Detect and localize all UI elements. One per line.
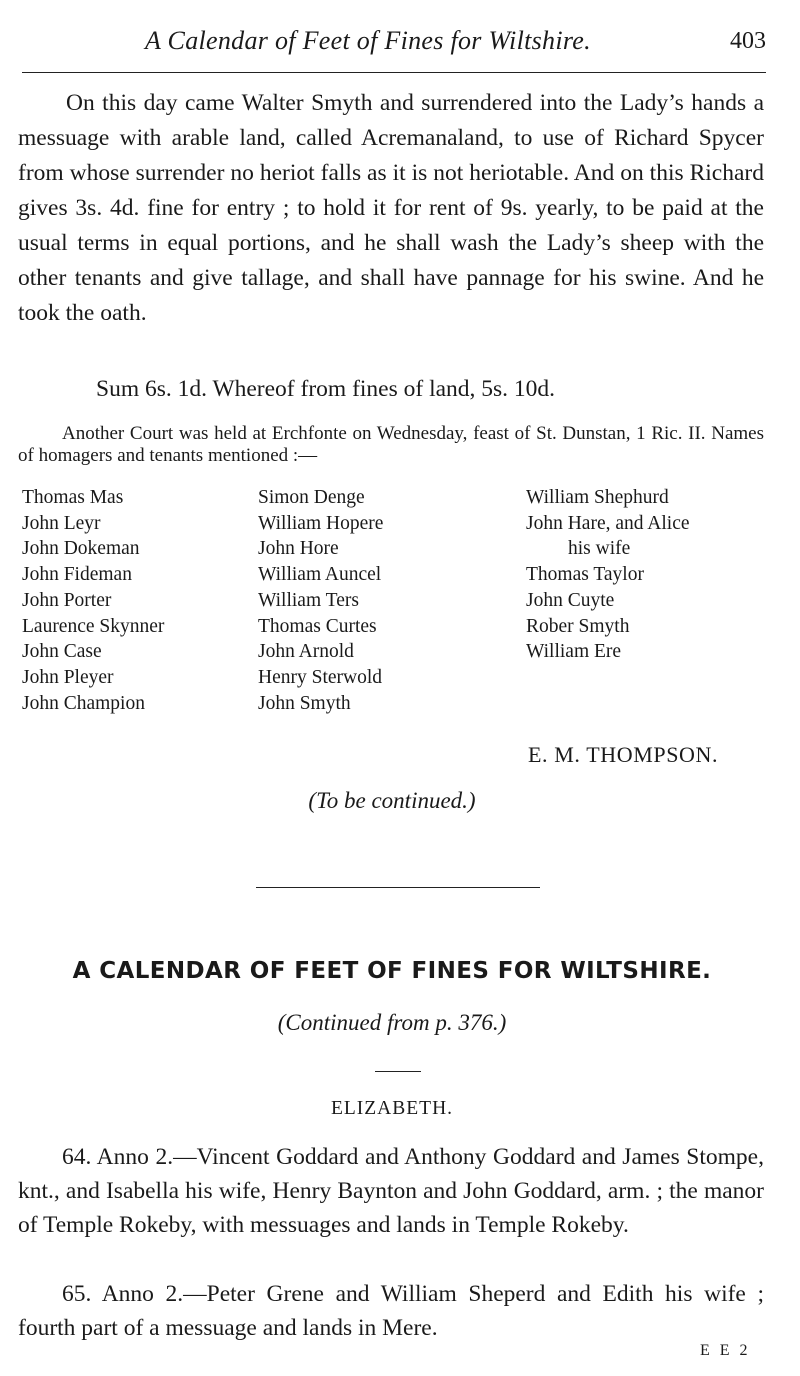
section-divider <box>256 887 540 888</box>
names-column-2 <box>258 485 383 716</box>
tenant-name: William Hopere <box>258 512 384 534</box>
author-signature: E. M. THOMPSON. <box>528 742 719 767</box>
tenant-name: William Shephurd <box>526 487 669 508</box>
tenant-name: John Porter <box>22 589 112 611</box>
header-rule <box>22 72 766 73</box>
reign-heading: ELIZABETH. <box>330 1098 454 1119</box>
tenant-name: Henry Sterwold <box>258 666 383 688</box>
short-divider <box>375 1071 421 1072</box>
tenant-name: John Smyth <box>258 692 351 714</box>
running-title: A Calendar of Feet of Fines for Wiltshire. <box>145 26 591 55</box>
signature-mark: E E 2 <box>700 1342 751 1359</box>
tenant-name: John Pleyer <box>22 666 114 688</box>
another-court-paragraph: Another Court was held at Erchfonte on Wednesday, feast of St. Dunstan, 1 Ric. II. Names of homagers and tenants mentioned :— <box>18 423 764 466</box>
calendar-entry-64: 64. Anno 2.—Vincent Goddard and Anthony Goddard and James Stompe, knt., and Isabella his wife, Henry Baynton and John Goddard, arm. ; the manor of Temple Rokeby, with messuages and lands in Temple Rokeby. <box>18 1144 764 1238</box>
tenant-name: Thomas Curtes <box>258 615 377 637</box>
tenant-name: John Leyr <box>22 512 101 534</box>
tenant-name: Rober Smyth <box>526 615 630 637</box>
tenant-name-continuation: his wife <box>568 538 631 560</box>
tenant-name: John Champion <box>22 692 145 714</box>
tenant-name: Simon Denge <box>258 487 365 508</box>
tenant-name: Thomas Mas <box>22 487 124 508</box>
tenant-name: John Fideman <box>22 564 132 586</box>
sum-line: Sum 6s. 1d. Whereof from fines of land, 5s. 10d. <box>96 376 556 402</box>
continued-from: (Continued from p. 376.) <box>277 1010 507 1035</box>
tenant-name: Laurence Skynner <box>22 615 165 637</box>
tenant-name: John Hore <box>258 538 339 560</box>
tenant-name: William Ere <box>526 641 622 663</box>
article-title: A CALENDAR OF FEET OF FINES FOR WILTSHIRE. <box>72 958 712 984</box>
tenant-name: John Cuyte <box>526 589 615 611</box>
page-number: 403 <box>730 28 766 54</box>
tenant-name: William Auncel <box>258 564 382 586</box>
tenant-name: William Ters <box>258 589 359 611</box>
to-be-continued: (To be continued.) <box>308 788 476 813</box>
names-column-1 <box>22 485 164 716</box>
tenant-name: John Hare, and Alice <box>526 512 690 534</box>
names-column-3 <box>526 485 690 665</box>
tenant-name: Thomas Taylor <box>526 564 644 586</box>
tenant-name: John Arnold <box>258 641 354 663</box>
tenant-name: John Case <box>22 641 102 663</box>
court-record-paragraph: On this day came Walter Smyth and surrendered into the Lady’s hands a messuage with arable land, called Acremanaland, to use of Richard Spycer from whose surrender no heriot falls as it is not heriotable. And on this Richard gives 3s. 4d. fine for entry ; to hold it for rent of 9s. yearly, to be paid at the usual terms in equal portions, and he shall wash the Lady’s sheep with the other tenants and give tallage, and shall have pannage for his swine. And he took the oath. <box>18 90 764 326</box>
running-head <box>18 26 766 60</box>
tenant-name: John Dokeman <box>22 538 140 560</box>
book-page <box>18 0 766 1376</box>
calendar-entry-65: 65. Anno 2.—Peter Grene and William Sheperd and Edith his wife ; fourth part of a messuage and lands in Mere. <box>18 1281 764 1341</box>
